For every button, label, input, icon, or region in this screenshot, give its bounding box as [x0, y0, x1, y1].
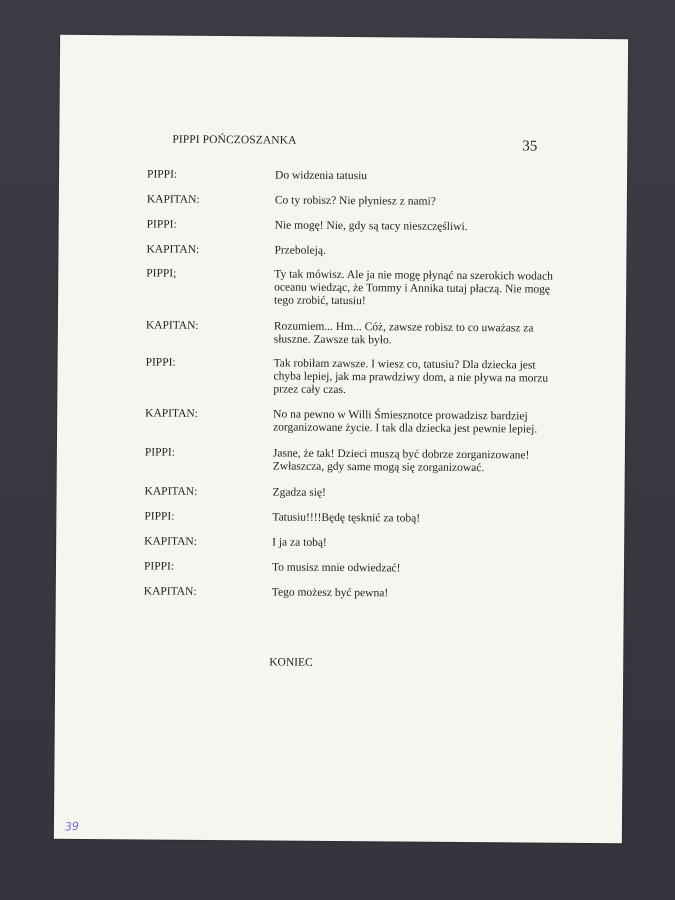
handwritten-page-mark: 39	[64, 819, 80, 834]
speech-text: Rozumiem... Hm... Cóż, zawsze robisz to co uważasz za słuszne. Zawsze tak było.	[273, 320, 534, 347]
speaker-label: KAPITAN:	[143, 585, 197, 598]
speech-text: Tak robiłam zawsze. I wiesz co, tatusiu? Dla dziecka jest chyba lepiej, jak ma prawdziwy dom, a nie pływa na morzu przez cały czas.	[273, 357, 549, 397]
speech-text: Ty tak mówisz. Ale ja nie mogę płynąć na szerokich wodach oceanu wiedząc, że Tommy i Annika tutaj płaczą. Nie mogę tego zrobić, tatusiu!	[274, 268, 553, 308]
ending-text: KONIEC	[269, 656, 313, 669]
dialogue-line	[57, 407, 625, 436]
speech-text: Co ty robisz? Nie płyniesz z nami?	[274, 194, 436, 208]
speaker-label: PIPPI:	[147, 168, 178, 181]
speaker-label: PIPPI:	[143, 560, 175, 573]
speaker-label: KAPITAN:	[146, 243, 200, 256]
speech-text: Tego możesz być pewna!	[271, 586, 389, 600]
speaker-label: KAPITAN:	[146, 193, 200, 206]
speaker-label: PIPPI;	[146, 267, 177, 280]
speech-text: Przeboleją.	[274, 244, 326, 257]
speaker-label: KAPITAN:	[144, 535, 197, 548]
play-title: PIPPI POŃCZOSZANKA	[172, 133, 297, 147]
dialogue-line	[58, 356, 626, 397]
dialogue-line	[58, 267, 626, 308]
speech-text: To musisz mnie odwiedzać!	[271, 561, 401, 575]
dialogue-line	[59, 218, 627, 233]
page-number: 35	[522, 138, 538, 155]
speech-text: Zgadza się!	[272, 486, 326, 499]
speech-text: Nie mogę! Nie, gdy są tacy nieszczęśliwi.	[274, 219, 468, 233]
speaker-label: PIPPI:	[144, 446, 175, 459]
speech-text: Tatusiu!!!!Będę tęsknić za tobą!	[272, 511, 421, 525]
dialogue-line	[56, 560, 624, 575]
dialogue-line	[59, 243, 627, 257]
dialogue-line	[58, 319, 626, 347]
speaker-label: KAPITAN:	[145, 407, 198, 420]
speaker-label: PIPPI:	[144, 510, 175, 523]
speaker-label: KAPITAN:	[145, 319, 199, 332]
speech-text: No na pewno w Willi Śmiesznotce prowadzisz bardziej zorganizowane życie. I tak dla dziecka jest pewnie lepiej.	[273, 408, 538, 436]
speaker-label: PIPPI:	[145, 356, 176, 369]
dialogue-line	[59, 193, 627, 208]
dialogue-line	[57, 446, 625, 475]
speaker-label: PIPPI:	[146, 218, 177, 231]
speech-text: I ja za tobą!	[272, 536, 327, 549]
dialogue-line	[56, 585, 624, 600]
dialogue-line	[56, 510, 624, 525]
dialogue-line	[56, 535, 624, 549]
dialogue-line	[57, 485, 625, 499]
speech-text: Do widzenia tatusiu	[275, 169, 368, 183]
speaker-label: KAPITAN:	[144, 485, 198, 498]
dialogue-line	[59, 168, 627, 183]
speech-text: Jasne, że tak! Dzieci muszą być dobrze zorganizowane! Zwłaszcza, gdy same mogą się zorganizować.	[272, 447, 530, 475]
script-sheet	[54, 35, 628, 843]
